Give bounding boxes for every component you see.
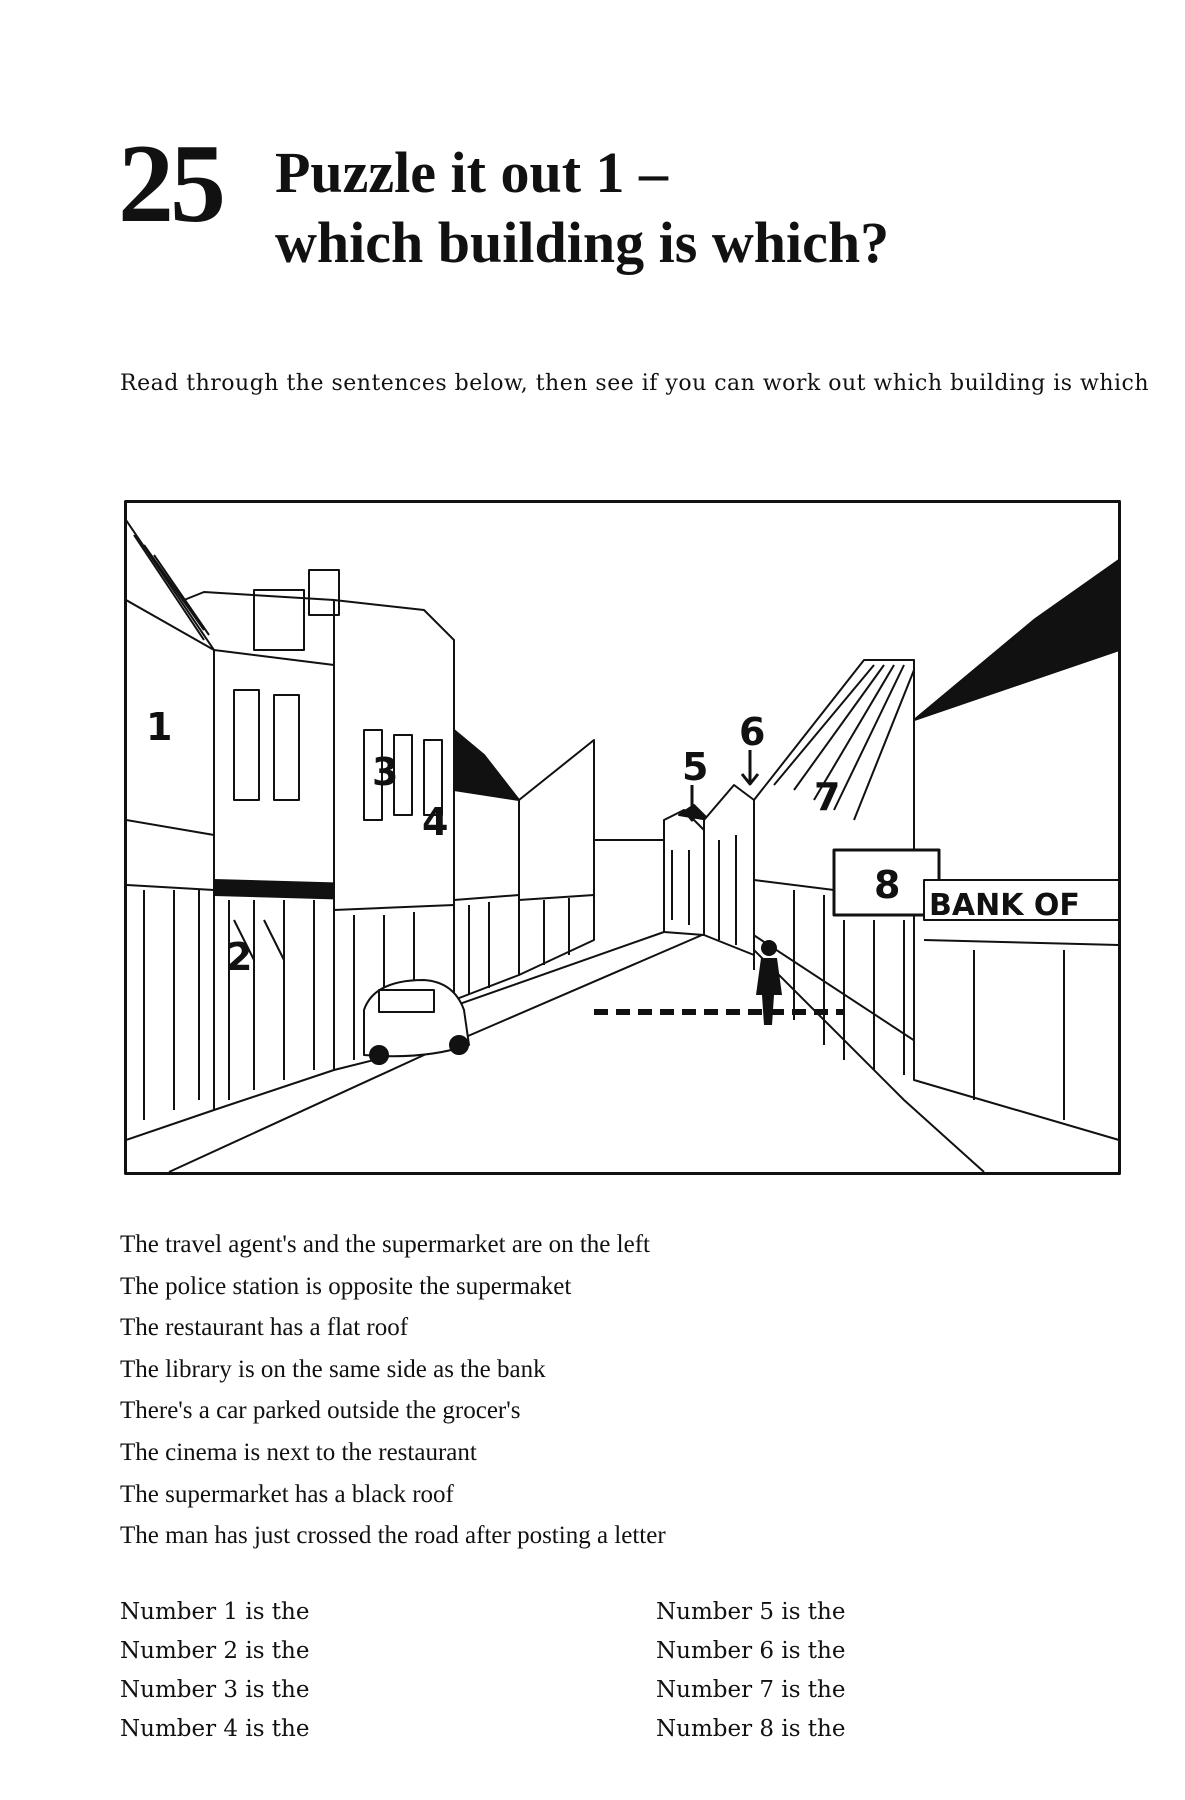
clue-item: The supermarket has a black roof	[120, 1480, 454, 1508]
label-7: 7	[814, 775, 841, 819]
intro-text: Read through the sentences below, then see if you can work out which building is which	[120, 371, 1150, 396]
clue-list	[120, 1224, 666, 1557]
chapter-number: 25	[118, 122, 222, 246]
parked-car	[364, 980, 469, 1064]
clue-item: The library is on the same side as the bank	[120, 1355, 546, 1383]
clue-item: The travel agent's and the supermarket are on the left	[120, 1231, 650, 1258]
page-title	[275, 138, 889, 277]
building-1	[126, 520, 214, 1140]
building-5	[664, 805, 709, 935]
clue-item: The police station is opposite the supermaket	[120, 1272, 572, 1300]
answer-line: Number 3 is the	[120, 1677, 310, 1703]
building-4	[454, 730, 594, 1000]
clue-item: The cinema is next to the restaurant	[120, 1438, 477, 1466]
label-6: 6	[739, 710, 766, 754]
building-8	[834, 560, 1119, 1140]
answer-line: Number 2 is the	[120, 1638, 310, 1664]
clue-item: The man has just crossed the road after posting a letter	[120, 1522, 666, 1550]
label-1: 1	[146, 705, 173, 749]
bank-sign: BANK OF	[929, 888, 1080, 923]
label-4: 4	[422, 800, 449, 844]
answer-line: Number 5 is the	[656, 1599, 846, 1625]
building-6	[704, 785, 754, 955]
label-5: 5	[682, 745, 709, 789]
title-line-2: which building is which?	[275, 209, 890, 275]
answer-line: Number 1 is the	[120, 1599, 310, 1625]
street-illustration	[124, 500, 1121, 1175]
label-2: 2	[226, 935, 253, 979]
answers-right-column	[656, 1593, 845, 1749]
answer-line: Number 8 is the	[656, 1716, 846, 1742]
answers-left-column	[120, 1593, 309, 1749]
clue-item: There's a car parked outside the grocer's	[120, 1397, 521, 1425]
answer-line: Number 4 is the	[120, 1716, 310, 1742]
clue-item: The restaurant has a flat roof	[120, 1314, 409, 1342]
label-8: 8	[874, 863, 901, 907]
title-line-1: Puzzle it out 1 –	[275, 140, 669, 205]
answer-line: Number 6 is the	[656, 1638, 846, 1664]
label-3: 3	[372, 750, 399, 794]
answer-line: Number 7 is the	[656, 1677, 846, 1703]
